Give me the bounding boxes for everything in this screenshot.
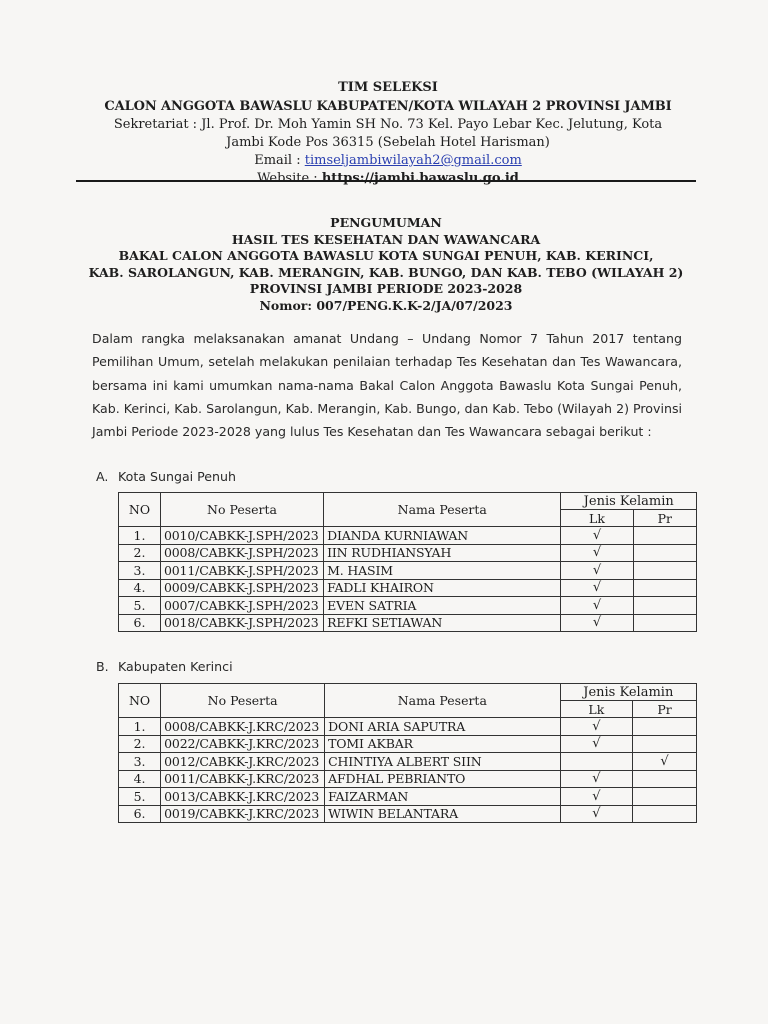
header-no: NO: [119, 684, 161, 718]
cell-no: 1.: [119, 718, 161, 736]
cell-pr-check: [633, 718, 697, 736]
cell-lk-check: √: [561, 597, 633, 615]
letterhead-title: TIM SELEKSI: [338, 80, 438, 95]
cell-nama: FADLI KHAIRON: [324, 579, 561, 597]
table-row: [119, 614, 697, 632]
cell-lk-check: √: [560, 805, 633, 823]
cell-lk-check: √: [561, 562, 633, 580]
cell-pr-check: [633, 735, 697, 753]
table-row: [119, 562, 697, 580]
cell-no: 1.: [119, 527, 161, 545]
cell-lk-check: √: [561, 544, 633, 562]
cell-no: 2.: [119, 544, 161, 562]
website-label: Website :: [257, 171, 322, 186]
cell-no: 3.: [119, 753, 161, 771]
table-section-b: [118, 683, 697, 823]
cell-no-peserta: 0011/CABKK-J.KRC/2023: [161, 770, 325, 788]
header-pr: Pr: [633, 701, 697, 718]
table-row: [119, 527, 697, 545]
header-lk: Lk: [561, 510, 633, 527]
cell-nama: REFKI SETIAWAN: [324, 614, 561, 632]
section-a-name: Kota Sungai Penuh: [118, 469, 237, 484]
cell-no-peserta: 0008/CABKK-J.SPH/2023: [160, 544, 323, 562]
cell-nama: CHINTIYA ALBERT SIIN: [325, 753, 560, 771]
cell-pr-check: √: [633, 753, 697, 771]
cell-pr-check: [633, 597, 696, 615]
cell-no-peserta: 0011/CABKK-J.SPH/2023: [160, 562, 323, 580]
letterhead-website-line: [80, 170, 696, 188]
cell-nama: WIWIN BELANTARA: [325, 805, 560, 823]
cell-no: 6.: [119, 614, 161, 632]
announcement-heading: [76, 215, 696, 314]
cell-nama: DONI ARIA SAPUTRA: [325, 718, 560, 736]
announcement-line1: HASIL TES KESEHATAN DAN WAWANCARA: [231, 231, 541, 247]
header-nama-peserta: Nama Peserta: [324, 493, 561, 527]
announcement-number: Nomor: 007/PENG.K.K-2/JA/07/2023: [259, 297, 513, 313]
cell-lk-check: √: [560, 735, 633, 753]
letterhead-address-line1: Sekretariat : Jl. Prof. Dr. Moh Yamin SH No. 73 Kel. Payo Lebar Kec. Jelutung, Kota: [113, 117, 663, 132]
header-lk: Lk: [560, 701, 633, 718]
cell-no-peserta: 0007/CABKK-J.SPH/2023: [160, 597, 323, 615]
header-no-peserta: No Peserta: [160, 493, 323, 527]
cell-nama: FAIZARMAN: [325, 788, 560, 806]
header-no: NO: [119, 493, 161, 527]
letterhead-subtitle: CALON ANGGOTA BAWASLU KABUPATEN/KOTA WILAYAH 2 PROVINSI JAMBI: [104, 99, 672, 114]
announcement-line4: PROVINSI JAMBI PERIODE 2023-2028: [249, 281, 523, 296]
cell-pr-check: [633, 770, 697, 788]
header-jenis-kelamin: Jenis Kelamin: [561, 493, 697, 510]
cell-nama: AFDHAL PEBRIANTO: [325, 770, 560, 788]
cell-pr-check: [633, 527, 696, 545]
cell-lk-check: √: [560, 788, 633, 806]
table-row: [119, 788, 697, 806]
cell-lk-check: √: [561, 527, 633, 545]
letterhead: [80, 78, 696, 188]
cell-nama: IIN RUDHIANSYAH: [324, 544, 561, 562]
table-row: [119, 718, 697, 736]
cell-pr-check: [633, 562, 696, 580]
intro-paragraph: Dalam rangka melaksanakan amanat Undang – Undang Nomor 7 Tahun 2017 tentang Pemilihan Umum, setelah melakukan penilaian terhadap Tes Kesehatan dan Tes Wawancara, bersama ini kami umumkan nama-nama Bakal Calon Anggota Bawaslu Kota Sungai Penuh, Kab. Kerinci, Kab. Sarolangun, Kab. Merangin, Kab. Bungo, dan Kab. Tebo (Wilayah 2) Provinsi Jambi Periode 2023-2028 yang lulus Tes Kesehatan dan Tes Wawancara sebagai berikut :: [92, 331, 682, 440]
cell-no: 5.: [119, 788, 161, 806]
cell-no: 5.: [119, 597, 161, 615]
announcement-line3: KAB. SAROLANGUN, KAB. MERANGIN, KAB. BUNGO, DAN KAB. TEBO (WILAYAH 2): [88, 264, 684, 280]
header-no-peserta: No Peserta: [161, 684, 325, 718]
cell-nama: DIANDA KURNIAWAN: [324, 527, 561, 545]
cell-lk-check: [560, 753, 633, 771]
cell-lk-check: √: [561, 614, 633, 632]
cell-pr-check: [633, 579, 696, 597]
email-label: Email :: [254, 153, 305, 168]
cell-nama: EVEN SATRIA: [324, 597, 561, 615]
header-divider: [76, 180, 696, 182]
cell-no: 4.: [119, 770, 161, 788]
table-row: [119, 597, 697, 615]
table-row: [119, 753, 697, 771]
cell-lk-check: √: [560, 770, 633, 788]
table-row: [119, 544, 697, 562]
cell-pr-check: [633, 544, 696, 562]
cell-pr-check: [633, 788, 697, 806]
header-jenis-kelamin: Jenis Kelamin: [560, 684, 696, 701]
table-row: [119, 770, 697, 788]
cell-nama: M. HASIM: [324, 562, 561, 580]
cell-no-peserta: 0008/CABKK-J.KRC/2023: [161, 718, 325, 736]
cell-no-peserta: 0019/CABKK-J.KRC/2023: [161, 805, 325, 823]
cell-no: 6.: [119, 805, 161, 823]
cell-no-peserta: 0018/CABKK-J.SPH/2023: [160, 614, 323, 632]
cell-no-peserta: 0012/CABKK-J.KRC/2023: [161, 753, 325, 771]
section-b-name: Kabupaten Kerinci: [118, 659, 233, 674]
cell-lk-check: √: [561, 579, 633, 597]
table-row: [119, 735, 697, 753]
section-a-letter: A.: [96, 469, 109, 484]
cell-pr-check: [633, 614, 696, 632]
cell-no-peserta: 0013/CABKK-J.KRC/2023: [161, 788, 325, 806]
section-b-title: [96, 659, 233, 674]
website-link[interactable]: https://jambi.bawaslu.go.id: [321, 171, 519, 186]
section-a-title: [96, 469, 236, 484]
cell-no: 4.: [119, 579, 161, 597]
cell-no: 2.: [119, 735, 161, 753]
cell-no-peserta: 0009/CABKK-J.SPH/2023: [160, 579, 323, 597]
cell-lk-check: √: [560, 718, 633, 736]
section-b-letter: B.: [96, 659, 109, 674]
announcement-title: PENGUMUMAN: [330, 215, 442, 230]
announcement-line2: BAKAL CALON ANGGOTA BAWASLU KOTA SUNGAI PENUH, KAB. KERINCI,: [118, 248, 654, 263]
cell-nama: TOMI AKBAR: [325, 735, 560, 753]
table-row: [119, 805, 697, 823]
cell-pr-check: [633, 805, 697, 823]
cell-no-peserta: 0010/CABKK-J.SPH/2023: [160, 527, 323, 545]
table-row: [119, 579, 697, 597]
header-nama-peserta: Nama Peserta: [325, 684, 560, 718]
letterhead-email-line: [80, 152, 696, 170]
email-link[interactable]: timseljambiwilayah2@gmail.com: [304, 153, 522, 168]
table-section-a: [118, 492, 697, 632]
cell-no-peserta: 0022/CABKK-J.KRC/2023: [161, 735, 325, 753]
cell-no: 3.: [119, 562, 161, 580]
header-pr: Pr: [633, 510, 696, 527]
letterhead-address-line2: Jambi Kode Pos 36315 (Sebelah Hotel Harisman): [226, 135, 550, 150]
